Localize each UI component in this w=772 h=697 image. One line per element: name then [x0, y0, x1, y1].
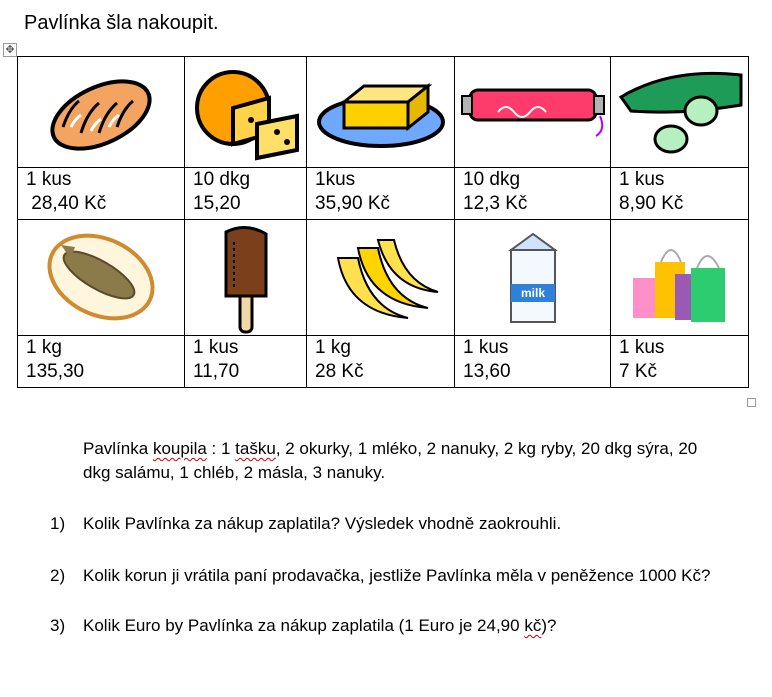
- item-label: 10 dkg 12,3 Kč: [455, 168, 611, 220]
- cell-ice-cream: [185, 220, 307, 336]
- cell-butter: [307, 57, 455, 168]
- cell-banana: [307, 220, 455, 336]
- milk-icon: [503, 228, 563, 328]
- cell-bread: [18, 57, 185, 168]
- cell-salami: [455, 57, 611, 168]
- item-label: 1 kg 135,30: [18, 336, 185, 388]
- item-label: 1 kg 28 Kč: [307, 336, 455, 388]
- ice-cream-icon: [216, 220, 276, 335]
- item-label: 1 kus 13,60: [455, 336, 611, 388]
- question-list: [50, 512, 730, 638]
- cheese-icon: [191, 62, 301, 162]
- item-label: 1kus 35,90 Kč: [307, 168, 455, 220]
- item-label: 1 kus 28,40 Kč: [18, 168, 185, 220]
- milk-label: milk: [520, 285, 545, 300]
- item-label: 1 kus 8,90 Kč: [611, 168, 749, 220]
- question-item: 2) Kolik korun ji vrátila paní prodavačka, jestliže Pavlínka měla v peněžence 1000 Kč?: [50, 566, 711, 585]
- cell-milk: [455, 220, 611, 336]
- table-resize-handle[interactable]: [747, 398, 756, 407]
- question-item: 1) Kolik Pavlínka za nákup zaplatila? Výsledek vhodně zaokrouhli.: [50, 514, 562, 533]
- cell-cheese: [185, 57, 307, 168]
- page-title: Pavlínka šla nakoupit.: [24, 12, 219, 34]
- butter-icon: [316, 72, 446, 152]
- price-table: [17, 56, 749, 388]
- fish-icon: [41, 225, 161, 330]
- item-label: 10 dkg 15,20: [185, 168, 307, 220]
- item-label: 1 kus 11,70: [185, 336, 307, 388]
- purchase-text: Pavlínka koupila : 1 tašku, 2 okurky, 1 mléko, 2 nanuky, 2 kg ryby, 20 dkg sýra, 20 dkg salámu, 1 chléb, 2 másla, 3 nanuky.: [83, 439, 698, 482]
- cell-shopping-bags: [611, 220, 749, 336]
- shopping-bag-icon: [625, 228, 735, 328]
- salami-icon: [458, 82, 608, 142]
- table-move-handle[interactable]: ✥: [3, 43, 17, 57]
- banana-icon: [318, 228, 443, 328]
- cell-fish: [18, 220, 185, 336]
- item-label: 1 kus 7 Kč: [611, 336, 749, 388]
- cucumber-icon: [615, 65, 745, 160]
- bread-icon: [41, 67, 161, 157]
- question-item: 3) Kolik Euro by Pavlínka za nákup zaplatila (1 Euro je 24,90 kč)?: [50, 616, 557, 635]
- cell-cucumber: [611, 57, 749, 168]
